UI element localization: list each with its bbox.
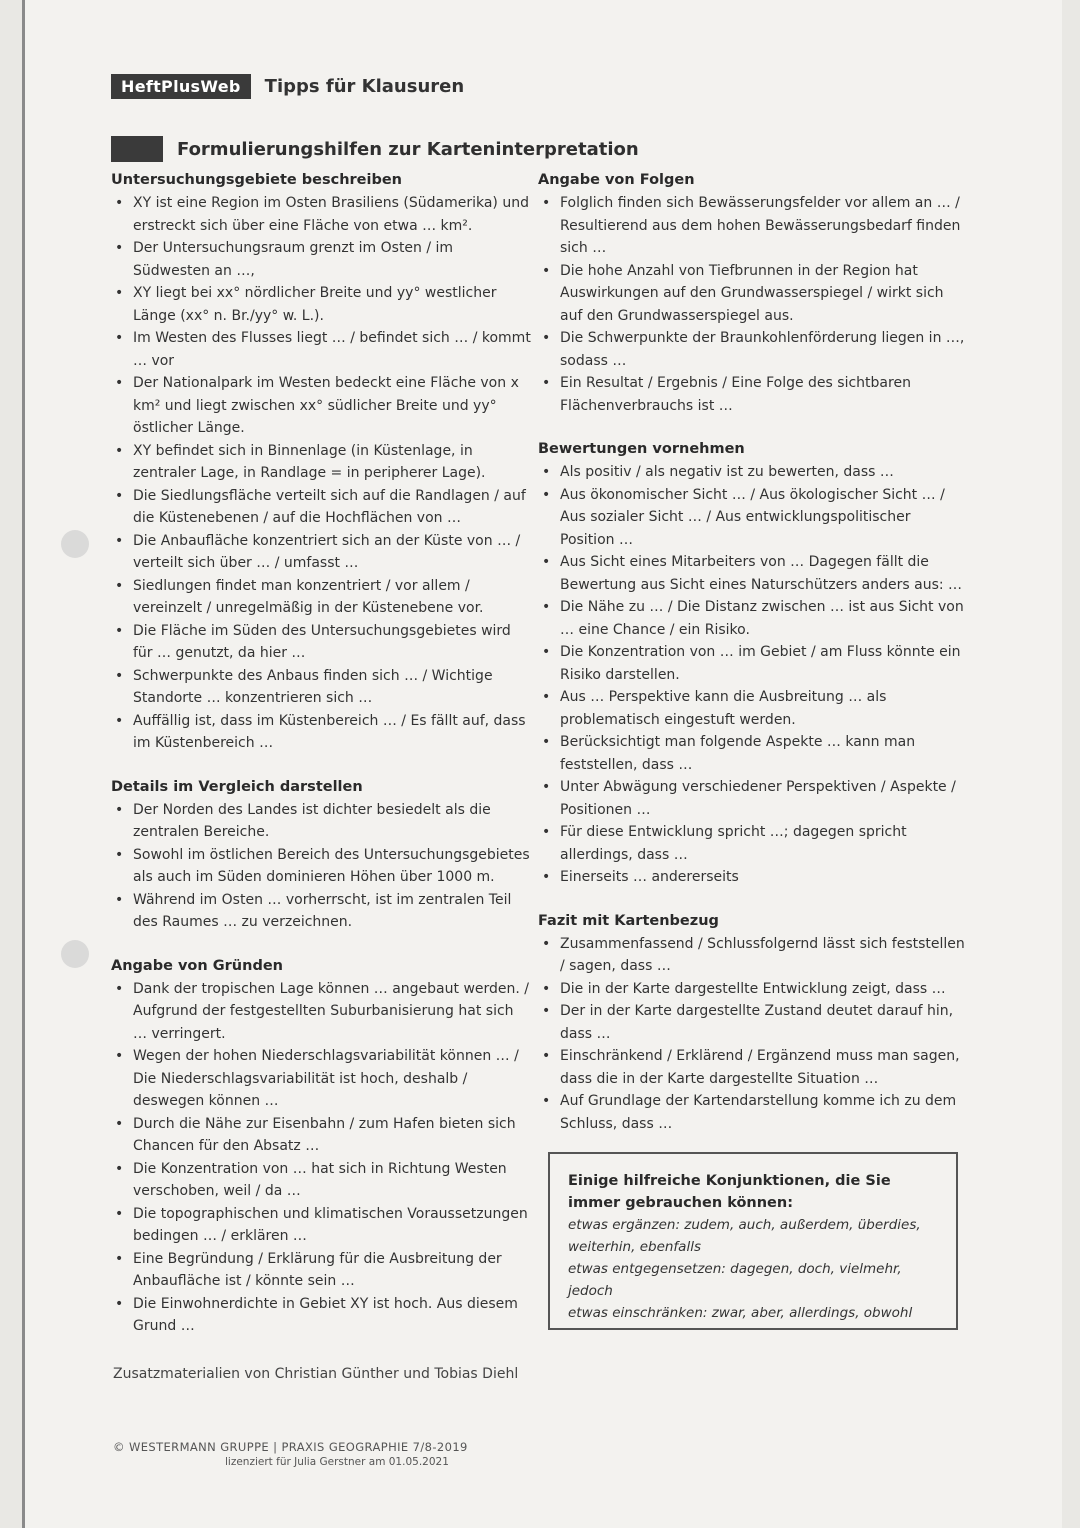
list-item: • Die Schwerpunkte der Braunkohlenförderung liegen in …, sodass …	[538, 327, 968, 372]
list-item: • Der Untersuchungsraum grenzt im Osten / im Südwesten an …,	[111, 237, 531, 282]
list-item: • XY befindet sich in Binnenlage (in Küstenlage, in zentraler Lage, in Randlage = in peripherer Lage).	[111, 440, 531, 485]
list-item: • Der in der Karte dargestellte Zustand deutet darauf hin, dass …	[538, 1000, 968, 1045]
list-item: • Einerseits … andererseits	[538, 866, 968, 889]
bullet-list	[111, 978, 531, 1338]
list-item: • Die in der Karte dargestellte Entwicklung zeigt, dass …	[538, 978, 968, 1001]
license-text: lizenziert für Julia Gerstner am 01.05.2021	[225, 1456, 449, 1468]
list-item: • XY liegt bei xx° nördlicher Breite und yy° westlicher Länge (xx° n. Br./yy° w. L.).	[111, 282, 531, 327]
list-item: • Ein Resultat / Ergebnis / Eine Folge des sichtbaren Flächenverbrauchs ist …	[538, 372, 968, 417]
left-column	[111, 172, 531, 1338]
bullet-list	[111, 192, 531, 755]
list-item: • Die Anbaufläche konzentriert sich an der Küste von … / verteilt sich über … / umfasst …	[111, 530, 531, 575]
list-item: • Wegen der hohen Niederschlagsvariabilität können … / Die Niederschlagsvariabilität ist hoch, deshalb / deswegen können …	[111, 1045, 531, 1113]
section-heading: Untersuchungsgebiete beschreiben	[111, 172, 403, 188]
bullet-list	[538, 461, 968, 889]
info-box-line: etwas einschränken: zwar, aber, allerdings, obwohl	[568, 1305, 913, 1321]
list-item: • Aus Sicht eines Mitarbeiters von … Dagegen fällt die Bewertung aus Sicht eines Naturschützers anders aus: …	[538, 551, 968, 596]
list-item: • XY ist eine Region im Osten Brasiliens (Südamerika) und erstreckt sich über eine Fläche von etwa … km².	[111, 192, 531, 237]
section-heading: Angabe von Gründen	[111, 957, 283, 974]
list-item: • Die hohe Anzahl von Tiefbrunnen in der Region hat Auswirkungen auf den Grundwasserspiegel / wirkt sich auf den Grundwasserspiegel aus.	[538, 260, 968, 328]
section	[538, 441, 968, 889]
bullet-list	[111, 799, 531, 934]
list-item: • Die Konzentration von … hat sich in Richtung Westen verschoben, weil / da …	[111, 1158, 531, 1203]
list-item: • Auffällig ist, dass im Küstenbereich … / Es fällt auf, dass im Küstenbereich …	[111, 710, 531, 755]
list-item: • Die Nähe zu … / Die Distanz zwischen … ist aus Sicht von … eine Chance / ein Risiko.	[538, 596, 968, 641]
list-item: • Eine Begründung / Erklärung für die Ausbreitung der Anbaufläche ist / könnte sein …	[111, 1248, 531, 1293]
list-item: • Im Westen des Flusses liegt … / befindet sich … / kommt … vor	[111, 327, 531, 372]
section-heading: Fazit mit Kartenbezug	[538, 912, 719, 929]
info-box-title: Einige hilfreiche Konjunktionen, die Sie immer gebrauchen können:	[568, 1173, 891, 1211]
list-item: • Aus … Perspektive kann die Ausbreitung … als problematisch eingestuft werden.	[538, 686, 968, 731]
section	[111, 958, 531, 1338]
copyright-text: © WESTERMANN GRUPPE | PRAXIS GEOGRAPHIE 7/8-2019	[113, 1440, 468, 1454]
list-item: • Unter Abwägung verschiedener Perspektiven / Aspekte / Positionen …	[538, 776, 968, 821]
info-box-line: etwas entgegensetzen: dagegen, doch, vielmehr, jedoch	[568, 1261, 902, 1299]
section	[538, 172, 968, 417]
conjunctions-info-box	[548, 1152, 958, 1330]
list-item: • Einschränkend / Erklärend / Ergänzend muss man sagen, dass die in der Karte dargestellte Situation …	[538, 1045, 968, 1090]
document-page	[22, 0, 1062, 1528]
punch-hole	[61, 530, 89, 558]
page-title: Formulierungshilfen zur Karteninterpretation	[177, 139, 639, 160]
list-item: • Für diese Entwicklung spricht …; dagegen spricht allerdings, dass …	[538, 821, 968, 866]
list-item: • Dank der tropischen Lage können … angebaut werden. / Aufgrund der festgestellten Suburbanisierung hat sich … verringert.	[111, 978, 531, 1046]
brand-label: HeftPlusWeb	[111, 74, 251, 99]
page-header	[111, 74, 464, 99]
section-heading: Angabe von Folgen	[538, 172, 695, 188]
list-item: • Zusammenfassend / Schlussfolgernd lässt sich feststellen / sagen, dass …	[538, 933, 968, 978]
list-item: • Folglich finden sich Bewässerungsfelder vor allem an … / Resultierend aus dem hohen Bewässerungsbedarf finden sich …	[538, 192, 968, 260]
list-item: • Während im Osten … vorherrscht, ist im zentralen Teil des Raumes … zu verzeichnen.	[111, 889, 531, 934]
credits-text: Zusatzmaterialien von Christian Günther und Tobias Diehl	[113, 1366, 519, 1382]
list-item: • Die Einwohnerdichte in Gebiet XY ist hoch. Aus diesem Grund …	[111, 1293, 531, 1338]
list-item: • Schwerpunkte des Anbaus finden sich … / Wichtige Standorte … konzentrieren sich …	[111, 665, 531, 710]
section	[538, 913, 968, 1136]
list-item: • Auf Grundlage der Kartendarstellung komme ich zu dem Schluss, dass …	[538, 1090, 968, 1135]
list-item: • Die topographischen und klimatischen Voraussetzungen bedingen … / erklären …	[111, 1203, 531, 1248]
section-marker	[111, 136, 163, 162]
section-heading: Bewertungen vornehmen	[538, 441, 745, 457]
punch-hole	[61, 940, 89, 968]
info-box-line: etwas ergänzen: zudem, auch, außerdem, überdies, weiterhin, ebenfalls	[568, 1217, 921, 1255]
list-item: • Als positiv / als negativ ist zu bewerten, dass …	[538, 461, 968, 484]
list-item: • Aus ökonomischer Sicht … / Aus ökologischer Sicht … / Aus sozialer Sicht … / Aus entwicklungspolitischer Position …	[538, 484, 968, 552]
section-heading: Details im Vergleich darstellen	[111, 778, 363, 795]
list-item: • Der Norden des Landes ist dichter besiedelt als die zentralen Bereiche.	[111, 799, 531, 844]
list-item: • Die Konzentration von … im Gebiet / am Fluss könnte ein Risiko darstellen.	[538, 641, 968, 686]
list-item: • Die Fläche im Süden des Untersuchungsgebietes wird für … genutzt, da hier …	[111, 620, 531, 665]
list-item: • Siedlungen findet man konzentriert / vor allem / vereinzelt / unregelmäßig in der Küstenebene vor.	[111, 575, 531, 620]
header-title: Tipps für Klausuren	[264, 76, 465, 97]
bullet-list	[538, 192, 968, 417]
section	[111, 779, 531, 934]
list-item: • Die Siedlungsfläche verteilt sich auf die Randlagen / auf die Küstenebenen / auf die Hochflächen von …	[111, 485, 531, 530]
list-item: • Berücksichtigt man folgende Aspekte … kann man feststellen, dass …	[538, 731, 968, 776]
section	[111, 172, 531, 755]
list-item: • Sowohl im östlichen Bereich des Untersuchungsgebietes als auch im Süden dominieren Höhen über 1000 m.	[111, 844, 531, 889]
right-column	[538, 172, 968, 1135]
list-item: • Der Nationalpark im Westen bedeckt eine Fläche von x km² und liegt zwischen xx° südlicher Breite und yy° östlicher Länge.	[111, 372, 531, 440]
bullet-list	[538, 933, 968, 1136]
list-item: • Durch die Nähe zur Eisenbahn / zum Hafen bieten sich Chancen für den Absatz …	[111, 1113, 531, 1158]
